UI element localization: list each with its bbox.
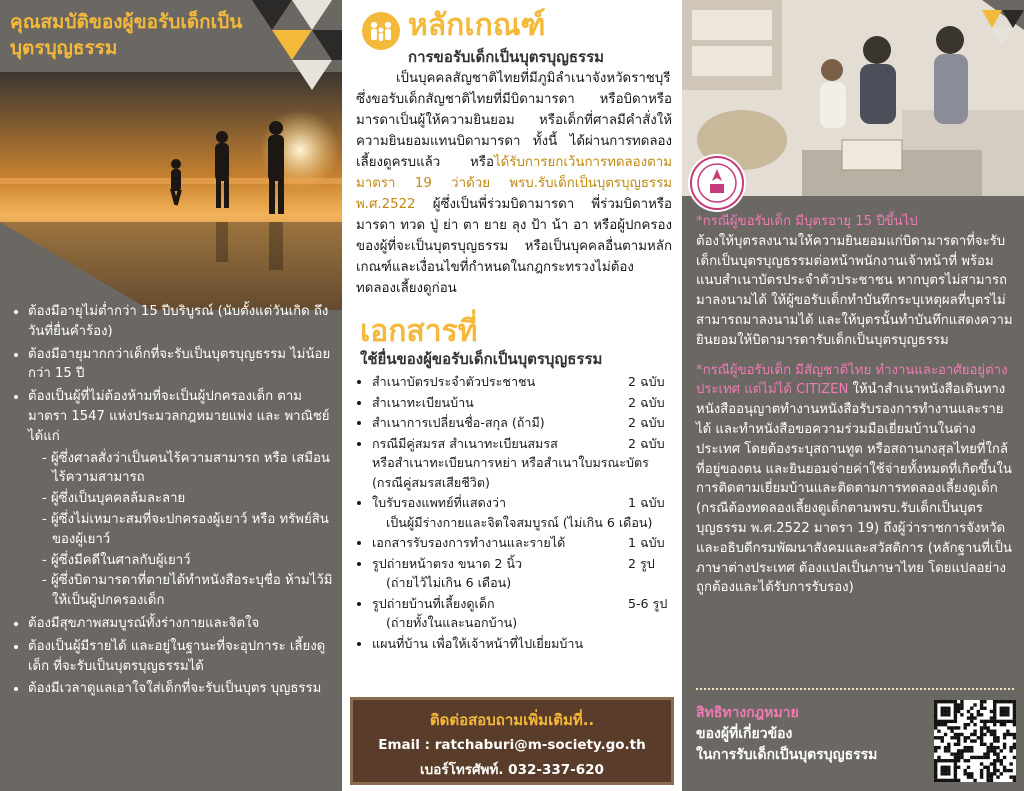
- case-1: *กรณีผู้ขอรับเด็ก มีบุตรอายุ 15 ปีขึ้นไป ต้องให้บุตรลงนามให้ความยินยอมแก่บิดามารดาที่จะรับเด็กเป็นบุตรบุญธรรมต่อหน้าพนักงานเจ้าหน้าที่ พร้อมแนบสำเนาบัตรประจำตัวประชาชน หากบุตรไม่สามารถมาลงนามได้ ให้ผู้ขอรับเด็กทำบันทึกระบุเหตุผลที่บุตรไม่สามารถมาลงนามได้ และให้บุตรนั้นทำบันทึกแสดงความยินยอมให้บิดามารดารับเด็กเป็นบุตรบุญธรรม: [696, 214, 1013, 348]
- document-item: • เอกสารรับรองการทำงานและรายได้ 1 ฉบับ: [372, 533, 676, 553]
- criteria-subtitle: การขอรับเด็กเป็นบุตรบุญธรรม: [408, 48, 605, 66]
- family-icon: [362, 12, 400, 50]
- sub-item: - ผู้ซึ่งเป็นบุคคลล้มละลาย: [52, 489, 337, 509]
- criteria-paragraph: เป็นบุคคลสัญชาติไทยที่มีภูมิลำเนาจังหวัดราชบุรี ซึ่งขอรับเด็กสัญชาติไทยที่มีบิดามารดา หรือบิดาหรือมารดาเป็นผู้ให้ความยินยอม หรือเด็กที่ศาลมีคำสั่งให้ความยินยอมแทนบิดามารดา ทั้งนี้ ได้ผ่านการทดลองเลี้ยงดูครบแล้ว หรือได้รับการยกเว้นการทดลองตามมาตรา 19 ว่าด้วย พรบ.รับเด็กเป็นบุตรบุญธรรม พ.ศ.2522 ผู้ซึ่งเป็นพี่ร่วมบิดามารดา พี่ร่วมบิดาหรือมารดา ทวด ปู่ ย่า ตา ยาย ลุง ป้า น้า อา หรือผู้ปกครองของผู้ที่จะเป็นบุตรบุญธรรม หรือเป็นบุคคลอื่นตามหลักเกณฑ์และเงื่อนไขที่กำหนดในกฎกระทรวงไม่ต้องทดลองเลี้ยงดูก่อน: [356, 71, 672, 296]
- legal-rights-heading: สิทธิทางกฎหมาย ของผู้ที่เกี่ยวข้อง ในการรับเด็กเป็นบุตรบุญธรรม: [696, 705, 878, 763]
- sub-item: - ผู้ซึ่งบิดามารดาที่ตายได้ทำหนังสือระบุชื่อ ห้ามไว้มิให้เป็นผู้ปกครองเด็ก: [52, 571, 337, 611]
- criteria-title: หลักเกณฑ์: [408, 8, 546, 43]
- sub-item: - ผู้ซึ่งศาลสั่งว่าเป็นคนไร้ความสามารถ หรือ เสมือนไร้ความสามารถ: [52, 449, 337, 489]
- contact-email[interactable]: Email : ratchaburi@m-society.go.th: [378, 737, 646, 753]
- documents-list: [356, 372, 676, 654]
- document-item: • ใบรับรองแพทย์ที่แสดงว่า 1 ฉบับ เป็นผู้มีร่างกายและจิตใจสมบูรณ์ (ไม่เกิน 6 เดือน): [372, 493, 676, 532]
- right-panel: [682, 0, 1024, 791]
- middle-panel: [342, 0, 682, 791]
- contact-phone: เบอร์โทรศัพท์. 032-337-620: [420, 762, 604, 778]
- list-item: • ต้องมีเวลาดูแลเอาใจใส่เด็กที่จะรับเป็นบุตร บุญธรรม: [28, 679, 337, 699]
- list-item: • ต้องมีอายุไม่ต่ำกว่า 15 ปีบริบูรณ์ (นับตั้งแต่วันเกิด ถึงวันที่ยื่นคำร้อง): [28, 302, 337, 342]
- document-item: • สำเนาทะเบียนบ้าน 2 ฉบับ: [372, 393, 676, 413]
- case-2: *กรณีผู้ขอรับเด็ก มีสัญชาติไทย ทำงานและอาศัยอยู่ต่างประเทศ แต่ไม่ได้ CITIZEN ให้นำสำเนาหนังสือเดินทาง หนังสืออนุญาตทำงานหนังสือรับรองการทำงานและรายได้ และทำหนังสือขอความร่วมมือเยี่ยมบ้านในต่างประเทศ โดยต้องระบุสถานทูต หรือสถานกงสุลไทยที่ใกล้ที่อยู่ของตน และยินยอมจ่ายค่าใช้จ่ายทั้งหมดที่เกิดขึ้นในการติดตามเยี่ยมบ้านและติดตามการทดลองเลี้ยงดูเด็ก (กรณีต้องทดลองเลี้ยงดูเด็กตามพรบ.รับเด็กเป็นบุตรบุญธรรม พ.ศ.2522 มาตรา 19) ถึงผู้ว่าราชการจังหวัด และอธิบดีกรมพัฒนาสังคมและสวัสดิการ (หลักฐานที่เป็นภาษาต่างประเทศ ต้องแปลเป็นภาษาไทย โดยแปลอย่างถูกต้องและได้รับการรับรอง): [696, 362, 1012, 596]
- seal-icon: [688, 154, 746, 212]
- qualifications-list: [12, 302, 337, 702]
- list-item: • ต้องมีสุขภาพสมบูรณ์ทั้งร่างกายและจิตใจ: [28, 614, 337, 634]
- qualifications-title: คุณสมบัติของผู้ขอรับเด็กเป็นบุตรบุญธรรม: [10, 11, 243, 59]
- document-item: • สำเนาบัตรประจำตัวประชาชน 2 ฉบับ: [372, 372, 676, 392]
- list-item: • ต้องมีอายุมากกว่าเด็กที่จะรับเป็นบุตรบุญธรรม ไม่น้อยกว่า 15 ปี: [28, 345, 337, 385]
- document-item: • สำเนาการเปลี่ยนชื่อ-สกุล (ถ้ามี) 2 ฉบับ: [372, 413, 676, 433]
- highlight-text: ได้รับการยกเว้นการทดลองตามมาตรา 19 ว่าด้วย พรบ.รับเด็กเป็นบุตรบุญธรรม พ.ศ.2522: [356, 155, 672, 212]
- list-item: • ต้องเป็นผู้ที่ไม่ต้องห้ามที่จะเป็นผู้ปกครองเด็ก ตามมาตรา 1547 แห่งประมวลกฎหมายแพ่ง และ พาณิชย์ ได้แก่ - ผู้ซึ่งศาลสั่งว่าเป็นคนไร้ความสามารถ หรือ เสมือนไร้ความสามารถ - ผู้ซึ่งเป็นบุคคลล้มละลาย - ผู้ซึ่งไม่เหมาะสมที่จะปกครองผู้เยาว์ หรือ ทรัพย์สินของผู้เยาว์ - ผู้ซึ่งมีคดีในศาลกับผู้เยาว์ - ผู้ซึ่งบิดามารดาที่ตายได้ทำหนังสือระบุชื่อ ห้ามไว้มิให้เป็นผู้ปกครองเด็ก: [28, 387, 337, 611]
- document-item: • กรณีมีคู่สมรส สำเนาทะเบียนสมรส 2 ฉบับ หรือสำเนาทะเบียนการหย่า หรือสำเนาใบมรณะบัตร (กรณีคู่สมรสเสียชีวิต): [372, 434, 676, 493]
- contact-box: [350, 697, 674, 785]
- sub-item: - ผู้ซึ่งมีคดีในศาลกับผู้เยาว์: [52, 551, 337, 571]
- sub-item: - ผู้ซึ่งไม่เหมาะสมที่จะปกครองผู้เยาว์ หรือ ทรัพย์สินของผู้เยาว์: [52, 510, 337, 550]
- document-item: • แผนที่บ้าน เพื่อให้เจ้าหน้าที่ไปเยี่ยมบ้าน: [372, 634, 676, 654]
- contact-title: ติดต่อสอบถามเพิ่มเติมที่..: [429, 711, 595, 729]
- beach-family-photo: [0, 72, 342, 310]
- dotted-divider: [696, 688, 1014, 690]
- left-panel: [0, 0, 342, 791]
- document-item: • รูปถ่ายหน้าตรง ขนาด 2 นิ้ว 2 รูป (ถ่ายไว้ไม่เกิน 6 เดือน): [372, 554, 676, 593]
- documents-title: เอกสารที่: [360, 314, 478, 349]
- qr-code[interactable]: [934, 700, 1016, 782]
- document-item: • รูปถ่ายบ้านที่เลี้ยงดูเด็ก 5-6 รูป (ถ่ายทั้งในและนอกบ้าน): [372, 594, 676, 633]
- list-item: • ต้องเป็นผู้มีรายได้ และอยู่ในฐานะที่จะอุปการะ เลี้ยงดูเด็ก ที่จะรับเป็นบุตรบุญธรรมได้: [28, 637, 337, 677]
- special-cases-text: [696, 212, 1014, 608]
- documents-subtitle: ใช้ยื่นของผู้ขอรับเด็กเป็นบุตรบุญธรรม: [360, 350, 603, 368]
